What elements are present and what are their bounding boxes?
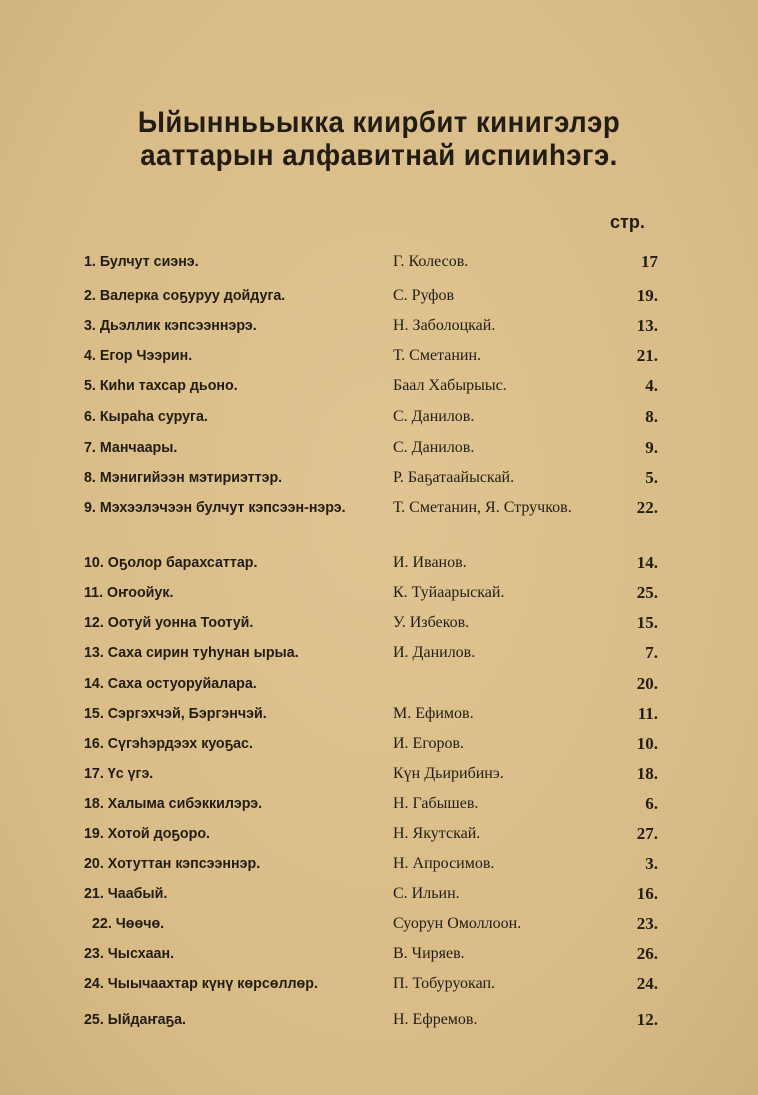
entry-author: Р. Баҕатаайыскай.: [393, 469, 515, 486]
entry-page-number: 9.: [645, 438, 658, 457]
entry-title: 11. Оҥоойук.: [84, 584, 174, 601]
entry-page-number: 13.: [636, 316, 658, 335]
entry-page-number: 18.: [636, 764, 658, 783]
contents-entry: [0, 498, 758, 526]
entry-author: Н. Якутскай.: [393, 825, 481, 842]
entry-author: М. Ефимов.: [393, 705, 474, 722]
entry-page-number: 25.: [636, 583, 658, 602]
entry-page-number: 4.: [645, 376, 658, 395]
contents-entry: [0, 553, 758, 581]
entry-page-number: 20.: [636, 674, 658, 693]
entry-author: Суорун Омоллоон.: [393, 915, 522, 932]
entry-title: 21. Чаабый.: [84, 885, 168, 902]
entry-author: И. Иванов.: [393, 554, 467, 571]
contents-entry: [0, 974, 758, 1002]
entry-author: С. Ильин.: [393, 885, 460, 902]
page-heading-line-1: Ыйыннььыкка киирбит кинигэлэр: [137, 106, 621, 139]
entry-title: 15. Сэргэхчэй, Бэргэнчэй.: [84, 705, 267, 722]
contents-entry: [0, 914, 758, 942]
page-column-label: стр.: [610, 212, 645, 232]
entry-page-number: 6.: [645, 794, 658, 813]
contents-entry: [0, 346, 758, 374]
entry-title: 3. Дьэллик кэпсээннэрэ.: [84, 317, 257, 334]
entry-title: 18. Халыма сибэккилэрэ.: [84, 795, 263, 812]
contents-entry: [0, 884, 758, 912]
entry-page-number: 21.: [636, 346, 658, 365]
entry-page-number: 15.: [636, 613, 658, 632]
entry-page-number: 12.: [636, 1010, 658, 1029]
entry-author: Күн Дьирибинэ.: [393, 765, 504, 782]
entry-title: 8. Мэнигийээн мэтириэттэр.: [84, 469, 283, 486]
entry-title: 9. Мэхээлэчээн булчут кэпсээн-нэрэ.: [84, 499, 346, 516]
entry-page-number: 3.: [645, 854, 658, 873]
entry-page-number: 11.: [637, 704, 658, 723]
entry-title: 19. Хотой доҕоро.: [84, 825, 211, 842]
entry-title: 17. Үс үгэ.: [84, 765, 154, 782]
entry-author: И. Егоров.: [393, 735, 465, 752]
entry-page-number: 14.: [636, 553, 658, 572]
contents-entry: [0, 438, 758, 466]
contents-entry: [0, 468, 758, 496]
entry-title: 16. Сүгэһэрдээх куоҕас.: [84, 735, 253, 752]
contents-entry: [0, 794, 758, 822]
contents-entry: [0, 643, 758, 671]
contents-entry: [0, 704, 758, 732]
entry-author: Н. Габышев.: [393, 795, 479, 812]
entry-author: Н. Ефремов.: [393, 1011, 478, 1028]
entry-page-number: 26.: [636, 944, 658, 963]
contents-entry: [0, 376, 758, 404]
page-heading-line-2: ааттарын алфавитнай испииһэгэ.: [140, 139, 618, 172]
entry-title: 2. Валерка соҕуруу дойдуга.: [84, 287, 286, 304]
entry-title: 14. Саха остуоруйалара.: [84, 675, 257, 692]
entry-author: Г. Колесов.: [393, 253, 469, 270]
entry-title: 24. Чыычаахтар күнү көрсөллөр.: [84, 975, 318, 992]
entry-author: Баал Хабырыыс.: [393, 377, 507, 394]
contents-entry: [0, 613, 758, 641]
entry-author: Н. Апросимов.: [393, 855, 495, 872]
entry-author: С. Руфов: [393, 287, 455, 304]
contents-entry: [0, 286, 758, 314]
entry-author: Н. Заболоцкай.: [393, 317, 496, 334]
entry-title: 20. Хотуттан кэпсээннэр.: [84, 855, 261, 872]
entry-author: Т. Сметанин, Я. Стручков.: [393, 499, 572, 516]
entry-page-number: 16.: [636, 884, 658, 903]
entry-title: 10. Оҕолор барахсаттар.: [84, 554, 258, 571]
entry-page-number: 8.: [645, 407, 658, 426]
entry-title: 23. Чысхаан.: [84, 945, 175, 962]
contents-entry: [0, 316, 758, 344]
contents-entry: [0, 674, 758, 702]
entry-page-number: 27.: [636, 824, 658, 843]
contents-entry: [0, 583, 758, 611]
entry-author: И. Данилов.: [393, 644, 476, 661]
entry-title: 5. Киһи тахсар дьоно.: [84, 377, 238, 394]
contents-entry: [0, 944, 758, 972]
contents-entry: [0, 734, 758, 762]
entry-author: С. Данилов.: [393, 408, 475, 425]
contents-entry: [0, 252, 758, 280]
contents-entry: [0, 854, 758, 882]
contents-entry: [0, 407, 758, 435]
entry-author: В. Чиряев.: [393, 945, 465, 962]
contents-entry: [0, 824, 758, 852]
entry-author: Т. Сметанин.: [393, 347, 482, 364]
entry-title: 6. Кыраһа суруга.: [84, 408, 208, 425]
entry-page-number: 5.: [645, 468, 658, 487]
entry-author: У. Избеков.: [393, 614, 470, 631]
entry-title: 1. Булчут сиэнэ.: [84, 253, 199, 270]
entry-page-number: 7.: [645, 643, 658, 662]
entry-title: 25. Ыйдаҥаҕа.: [84, 1011, 186, 1028]
contents-entry: [0, 764, 758, 792]
entry-title: 22. Чөөчө.: [92, 915, 165, 932]
entry-title: 7. Манчаары.: [84, 439, 178, 456]
contents-entry: [0, 1010, 758, 1038]
entry-page-number: 23.: [636, 914, 658, 933]
entry-author: П. Тобуруокап.: [393, 975, 496, 992]
entry-page-number: 24.: [636, 974, 658, 993]
entry-author: С. Данилов.: [393, 439, 475, 456]
entry-page-number: 17: [641, 252, 658, 271]
entry-title: 12. Оотуй уонна Тоотуй.: [84, 614, 254, 631]
entry-author: К. Туйаарыскай.: [393, 584, 505, 601]
entry-page-number: 22.: [636, 498, 658, 517]
entry-title: 13. Саха сирин туһунан ырыа.: [84, 644, 299, 661]
entry-page-number: 10.: [636, 734, 658, 753]
entry-title: 4. Егор Чээрин.: [84, 347, 193, 364]
entry-page-number: 19.: [636, 286, 658, 305]
